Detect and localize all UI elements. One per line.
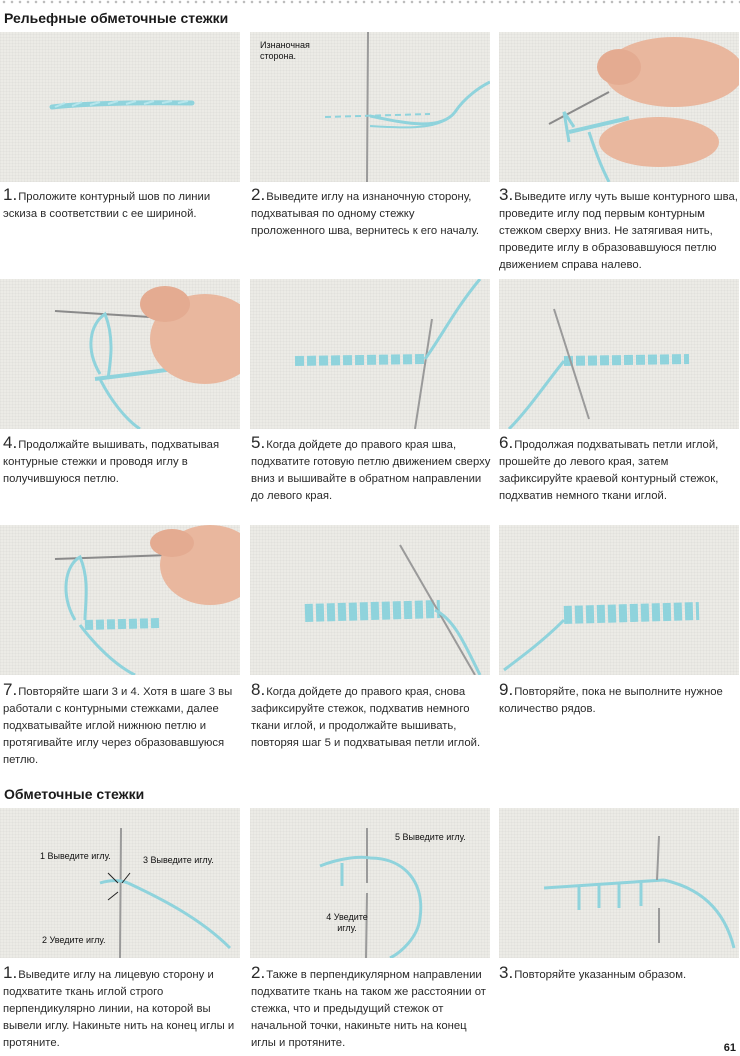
- caption-raised-step-7: [3, 681, 243, 769]
- caption-raised-step-4: [3, 434, 243, 488]
- label-out-5: 5 Выведите иглу.: [395, 832, 466, 842]
- photo-blanket-step-2: [250, 808, 490, 958]
- label-wrong-side: Изнаночная сторона.: [260, 40, 310, 61]
- label-in-2: 2 Уведите иглу.: [42, 935, 106, 945]
- step-text: Выведите иглу на лицевую сторону и подхватите ткань иглой строго перпендикулярно линии, на которой вы вывели иглу. Накиньте нить на конец иглы и протяните.: [3, 969, 235, 1049]
- photo-step-7: [0, 525, 240, 675]
- label-out-3: 3 Выведите иглу.: [143, 855, 214, 865]
- step-number: 1.: [3, 185, 18, 204]
- step-number: 8.: [251, 680, 266, 699]
- caption-raised-step-3: [499, 186, 739, 274]
- step-text: Когда дойдете до правого края, снова зафиксируйте стежок, подхватив немного ткани иглой, и продолжайте вышивать, повторяя шаг 5 и подхватывая петли иглой.: [251, 686, 481, 749]
- photo-blanket-step-1: [0, 808, 240, 958]
- caption-blanket-step-1: [3, 964, 243, 1052]
- step-number: 7.: [3, 680, 18, 699]
- step-text: Повторяйте шаги 3 и 4. Хотя в шаге 3 вы работали с контурными стежками, далее подхватывайте иглой нижнюю петлю и протягивайте иглу через образовавшуюся петлю.: [3, 686, 233, 766]
- step-text: Проложите контурный шов по линии эскиза в соответствии с ее шириной.: [3, 191, 211, 220]
- label-out-1: 1 Выведите иглу.: [40, 851, 111, 861]
- page-number: 61: [723, 1042, 736, 1054]
- caption-raised-step-9: [499, 681, 739, 718]
- caption-raised-step-6: [499, 434, 739, 505]
- photo-step-9: [499, 525, 739, 675]
- step-text: Продолжая подхватывать петли иглой, прошейте до левого края, затем зафиксируйте краевой контурный стежок, подхватив немного ткани иглой.: [499, 439, 719, 502]
- step-text: Когда дойдете до правого края шва, подхватите готовую петлю движением сверху вниз и вышивайте в обратном направлении до левого края.: [251, 439, 491, 502]
- label-in-4-line2: иглу.: [337, 923, 357, 933]
- photo-step-6: [499, 279, 739, 429]
- caption-raised-step-5: [251, 434, 491, 505]
- step-text: Повторяйте, пока не выполните нужное количество рядов.: [499, 686, 723, 715]
- section-title-raised-stitches: Рельефные обметочные стежки: [4, 10, 229, 26]
- step-number: 2.: [251, 963, 266, 982]
- photo-step-5: [250, 279, 490, 429]
- step-number: 6.: [499, 433, 514, 452]
- caption-blanket-step-3: [499, 964, 739, 984]
- step-text: Повторяйте указанным образом.: [514, 969, 687, 981]
- step-number: 5.: [251, 433, 266, 452]
- photo-step-3: [499, 32, 739, 182]
- photo-step-8: [250, 525, 490, 675]
- step-text: Выведите иглу чуть выше контурного шва, проведите иглу под первым контурным стежком сверху вниз. Не затягивая нить, проведите иглу в образовавшуюся петлю движением справа налево.: [499, 191, 738, 271]
- photo-blanket-step-3: [499, 808, 739, 958]
- caption-raised-step-8: [251, 681, 491, 752]
- caption-blanket-step-2: [251, 964, 491, 1052]
- step-text: Выведите иглу на изнаночную сторону, подхватывая по одному стежку проложенного шва, вернитесь к его началу.: [251, 191, 480, 237]
- step-number: 3.: [499, 185, 514, 204]
- step-number: 3.: [499, 963, 514, 982]
- step-number: 1.: [3, 963, 18, 982]
- step-number: 4.: [3, 433, 18, 452]
- step-number: 2.: [251, 185, 266, 204]
- label-in-4: [322, 912, 372, 934]
- photo-step-4: [0, 279, 240, 429]
- step-number: 9.: [499, 680, 514, 699]
- label-in-4-line1: 4 Уведите: [326, 912, 368, 922]
- section-title-blanket-stitches: Обметочные стежки: [4, 786, 145, 802]
- photo-step-1: [0, 32, 240, 182]
- step-text: Также в перпендикулярном направлении подхватите ткань на таком же расстоянии от стежка, что и предыдущий стежок от начальной точки, накиньте нить на конец иглы и протяните.: [251, 969, 486, 1049]
- step-text: Продолжайте вышивать, подхватывая контурные стежки и проводя иглу в получившуюся петлю.: [3, 439, 220, 485]
- top-dotted-border: [0, 0, 740, 4]
- caption-raised-step-2: [251, 186, 491, 240]
- caption-raised-step-1: [3, 186, 243, 223]
